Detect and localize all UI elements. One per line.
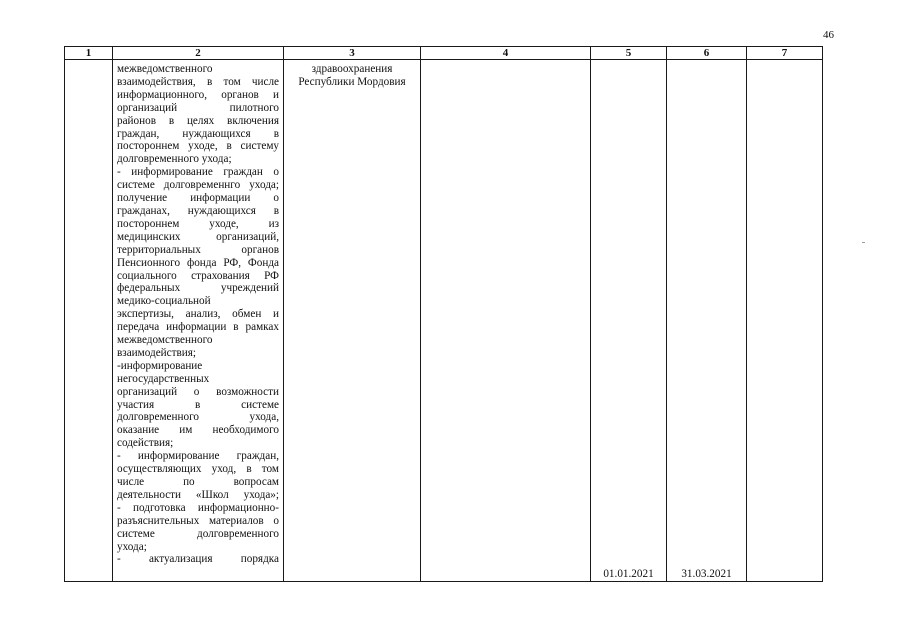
- description-line: долговременного ухода,: [117, 411, 279, 424]
- description-line: передача информации в рамках: [117, 321, 279, 334]
- cell-col1: [65, 60, 113, 582]
- column-header-7: 7: [747, 47, 823, 60]
- description-line: межведомственного: [117, 63, 213, 75]
- description-line: информационного, органов и: [117, 88, 279, 101]
- description-line: медико-социальной: [117, 295, 211, 308]
- description-line: - информирование граждан о: [117, 166, 279, 179]
- description-line: деятельности «Школ ухода»;: [117, 488, 279, 501]
- description-line: межведомственного: [117, 334, 213, 347]
- description-line: федеральных учреждений: [117, 282, 279, 295]
- description-line: социального страхования РФ: [117, 269, 279, 282]
- cell-responsible: [284, 60, 421, 582]
- description-line: взаимодействия;: [117, 346, 197, 359]
- description-line: территориальных органов: [117, 243, 279, 256]
- description-line: - информирование граждан,: [117, 450, 279, 463]
- description-line: медицинских организаций,: [117, 230, 279, 243]
- cell-col7: [747, 60, 823, 582]
- description-line: взаимодействия, в том числе: [117, 75, 279, 88]
- cell-col4: [421, 60, 591, 582]
- table-row: [65, 60, 823, 582]
- description-line: ухода;: [117, 540, 147, 553]
- scan-artifact: [862, 242, 865, 243]
- column-header-5: 5: [591, 47, 667, 60]
- description-line: - актуализация порядка: [117, 553, 279, 566]
- description-line: числе по вопросам: [117, 476, 279, 488]
- description-line: получение информации о: [117, 192, 279, 205]
- column-header-3: 3: [284, 47, 421, 60]
- column-header-2: 2: [113, 47, 284, 60]
- cell-start-date: 01.01.2021: [591, 60, 667, 582]
- description-line: Пенсионного фонда РФ, Фонда: [117, 256, 279, 269]
- description-line: оказание им необходимого: [117, 424, 279, 437]
- plan-table: [64, 46, 823, 582]
- description-line: осуществляющих уход, в том: [117, 463, 279, 476]
- description-line: постороннем уходе, из: [117, 217, 279, 230]
- description-line: организаций о возможности: [117, 385, 279, 398]
- header-row: [65, 47, 823, 60]
- description-line: постороннем уходе, в систему: [117, 140, 279, 153]
- description-line: содействия;: [117, 437, 174, 450]
- description-line: экспертизы, анализ, обмен и: [117, 308, 279, 321]
- column-header-1: 1: [65, 47, 113, 60]
- description-line: системе долговременнго ухода;: [117, 179, 279, 192]
- description-line: граждан, нуждающихся в: [117, 127, 279, 140]
- cell-end-date: 31.03.2021: [667, 60, 747, 582]
- description-line: негосударственных: [117, 372, 210, 385]
- description-line: разъяснительных материалов о: [117, 514, 279, 527]
- column-header-6: 6: [667, 47, 747, 60]
- description-line: -информирование: [117, 359, 203, 372]
- description-line: долговременного ухода;: [117, 153, 232, 166]
- description-line: системе долговременного: [117, 527, 279, 540]
- cell-measure-description: [113, 60, 284, 582]
- responsible-line: Республики Мордовия: [298, 75, 406, 88]
- description-line: гражданах, нуждающихся в: [117, 204, 279, 217]
- description-line: районов в целях включения: [117, 114, 279, 127]
- description-line: - подготовка информационно-: [117, 501, 279, 514]
- responsible-line: здравоохранения: [311, 63, 393, 75]
- description-line: организаций пилотного: [117, 101, 279, 114]
- page-number: 46: [823, 29, 834, 41]
- description-line: участия в системе: [117, 398, 279, 411]
- column-header-4: 4: [421, 47, 591, 60]
